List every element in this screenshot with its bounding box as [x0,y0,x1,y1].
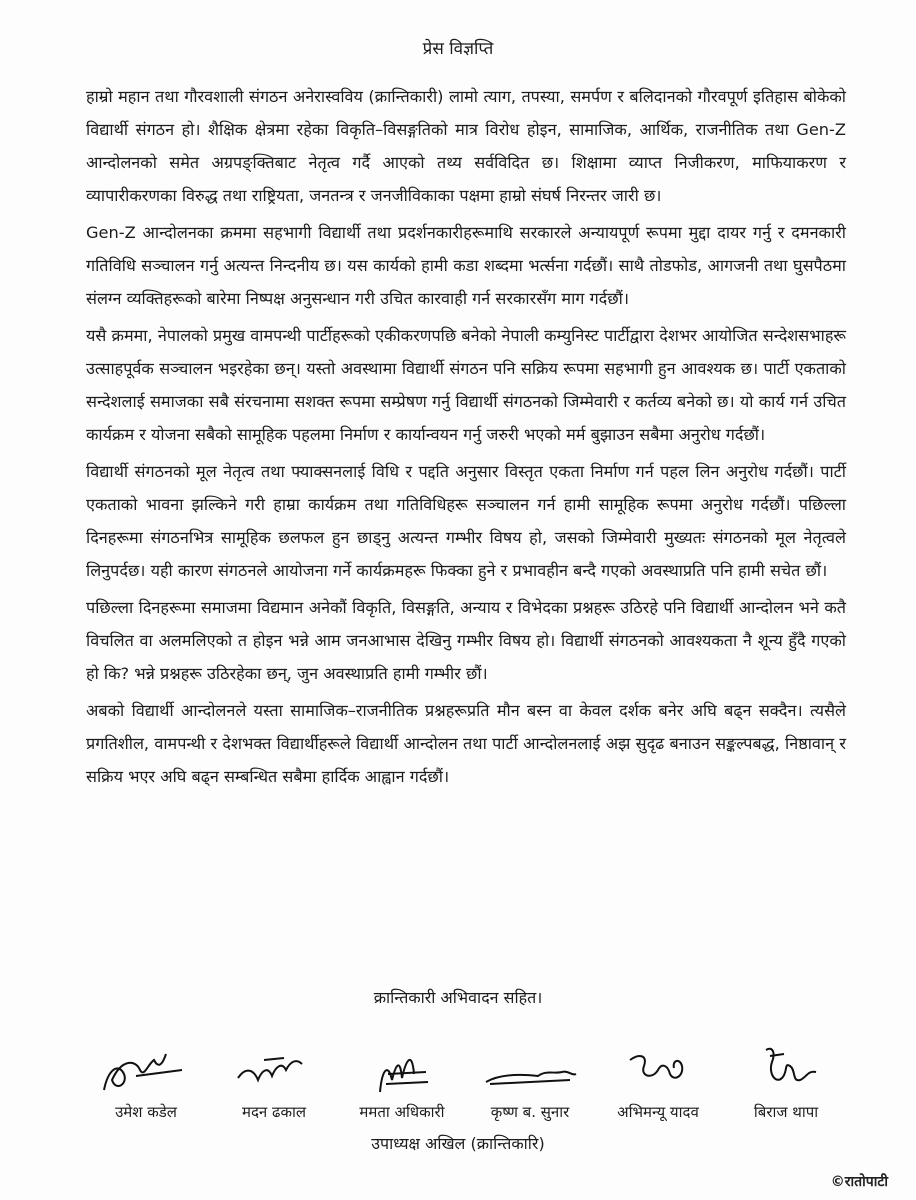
paragraph: पछिल्ला दिनहरूमा समाजमा विद्यमान अनेकौं विकृति, विसङ्गति, अन्याय र विभेदका प्रश्नहरू उठिरहे पनि विद्यार्थी आन्दोलन भने कतै विचलित वा अलमलिएको त होइन भन्ने आम जनआभास देखिनु गम्भीर विषय हो। विद्यार्थी संगठनको आवश्यकता नै शून्य हुँदै गएको हो कि? भन्ने प्रश्नहरू उठिरहेका छन्, जुन अवस्थाप्रति हामी गम्भीर छौं। [86,598,846,683]
handwritten-signature [608,1040,708,1100]
paragraph: यसै क्रममा, नेपालको प्रमुख वामपन्थी पार्टीहरूको एकीकरणपछि बनेको नेपाली कम्युनिस्ट पार्टीद्वारा देशभर आयोजित सन्देशसभाहरू उत्साहपूर्वक सञ्चालन भइरहेका छन्। यस्तो अवस्थामा विद्यार्थी संगठन पनि सक्रिय रूपमा सहभागी हुन आवश्यक छ। पार्टी एकताको सन्देशलाई समाजका सबै संरचनामा सशक्त रूपमा सम्प्रेषण गर्नु विद्यार्थी संगठनको जिम्मेवारी र कर्तव्य बनेको छ। यो कार्य गर्न उचित कार्यक्रम र योजना सबैको सामूहिक पहलमा निर्माण र कार्यान्वयन गर्नु जरुरी भएको मर्म बुझाउन सबैमा अनुरोध गर्दछौं। [86,326,846,444]
signatory [470,1040,590,1130]
handwritten-signature [96,1040,196,1100]
handwritten-signature [480,1040,580,1100]
handwritten-signature [736,1040,836,1100]
document-body [86,80,846,797]
handwritten-signature [352,1040,452,1100]
signatory [214,1040,334,1130]
signatory-name: मदन ढकाल [241,1103,307,1121]
signatory [342,1040,462,1130]
signatory [598,1040,718,1130]
paragraph: विद्यार्थी संगठनको मूल नेतृत्व तथा फ्याक्सनलाई विधि र पद्दति अनुसार विस्तृत एकता निर्माण गर्न पहल लिन अनुरोध गर्दछौं। पार्टी एकताको भावना झल्किने गरी हाम्रा कार्यक्रम तथा गतिविधिहरू सञ्चालन गर्न हामी सामूहिक रूपमा अनुरोध गर्दछौं। पछिल्ला दिनहरूमा संगठनभित्र सामूहिक छलफल हुन छाड्नु अत्यन्त गम्भीर विषय हो, जसको जिम्मेवारी मुख्यतः संगठनको मूल नेतृत्वले लिनुपर्दछ। यही कारण संगठनले आयोजना गर्ने कार्यक्रमहरू फिक्का हुने र प्रभावहीन बन्दै गएको अवस्थाप्रति पनि हामी सचेत छौं। [86,462,846,580]
closing-salutation: क्रान्तिकारी अभिवादन सहित। [373,988,543,1007]
paragraph: अबको विद्यार्थी आन्दोलनले यस्ता सामाजिक–राजनीतिक प्रश्नहरूप्रति मौन बस्न वा केवल दर्शक बनेर अघि बढ्न सक्दैन। त्यसैले प्रगतिशील, वामपन्थी र देशभक्त विद्यार्थीहरूले विद्यार्थी आन्दोलन तथा पार्टी आन्दोलनलाई अझ सुदृढ बनाउन सङ्कल्पबद्ध, निष्ठावान् र सक्रिय भएर अघि बढ्न सम्बन्धित सबैमा हार्दिक आह्वान गर्दछौं। [86,701,846,786]
paragraph: हाम्रो महान तथा गौरवशाली संगठन अनेरास्वविय (क्रान्तिकारी) लामो त्याग, तपस्या, समर्पण र बलिदानको गौरवपूर्ण इतिहास बोकेको विद्यार्थी संगठन हो। शैक्षिक क्षेत्रमा रहेका विकृति–विसङ्गतिको मात्र विरोध होइन, सामाजिक, आर्थिक, राजनीतिक तथा Gen-Z आन्दोलनको समेत अग्रपङ्क्तिबाट नेतृत्व गर्दै आएको तथ्य सर्वविदित छ। शिक्षामा व्याप्त निजीकरण, माफियाकरण र व्यापारीकरणका विरुद्ध तथा राष्ट्रियता, जनतन्त्र र जनजीविकाका पक्षमा हाम्रो संघर्ष निरन्तर जारी छ। [86,87,846,205]
document-title: प्रेस विज्ञप्ति [422,39,494,59]
source-watermark: ©रातोपाटी [830,1174,888,1190]
signatory-name: ममता अधिकारी [359,1103,445,1121]
signatory-name: कृष्ण ब. सुनार [490,1103,570,1121]
handwritten-signature [224,1040,324,1100]
signatory-name: अभिमन्यू यादव [617,1103,699,1121]
signatory-position: उपाध्यक्ष अखिल (क्रान्तिकारि) [371,1134,545,1153]
paragraph: Gen-Z आन्दोलनका क्रममा सहभागी विद्यार्थी तथा प्रदर्शनकारीहरूमाथि सरकारले अन्यायपूर्ण रूपमा मुद्दा दायर गर्नु र दमनकारी गतिविधि सञ्चालन गर्नु अत्यन्त निन्दनीय छ। यस कार्यको हामी कडा शब्दमा भर्त्सना गर्दछौं। साथै तोडफोड, आगजनी तथा घुसपैठमा संलग्न व्यक्तिहरूको बारेमा निष्पक्ष अनुसन्धान गरी उचित कारवाही गर्न सरकारसँग माग गर्दछौं। [86,223,846,308]
signatory-name: बिराज थापा [753,1103,819,1121]
signatory [86,1040,206,1130]
signatory [726,1040,846,1130]
signatory-name: उमेश कडेल [115,1103,177,1121]
signature-block [86,1040,846,1130]
